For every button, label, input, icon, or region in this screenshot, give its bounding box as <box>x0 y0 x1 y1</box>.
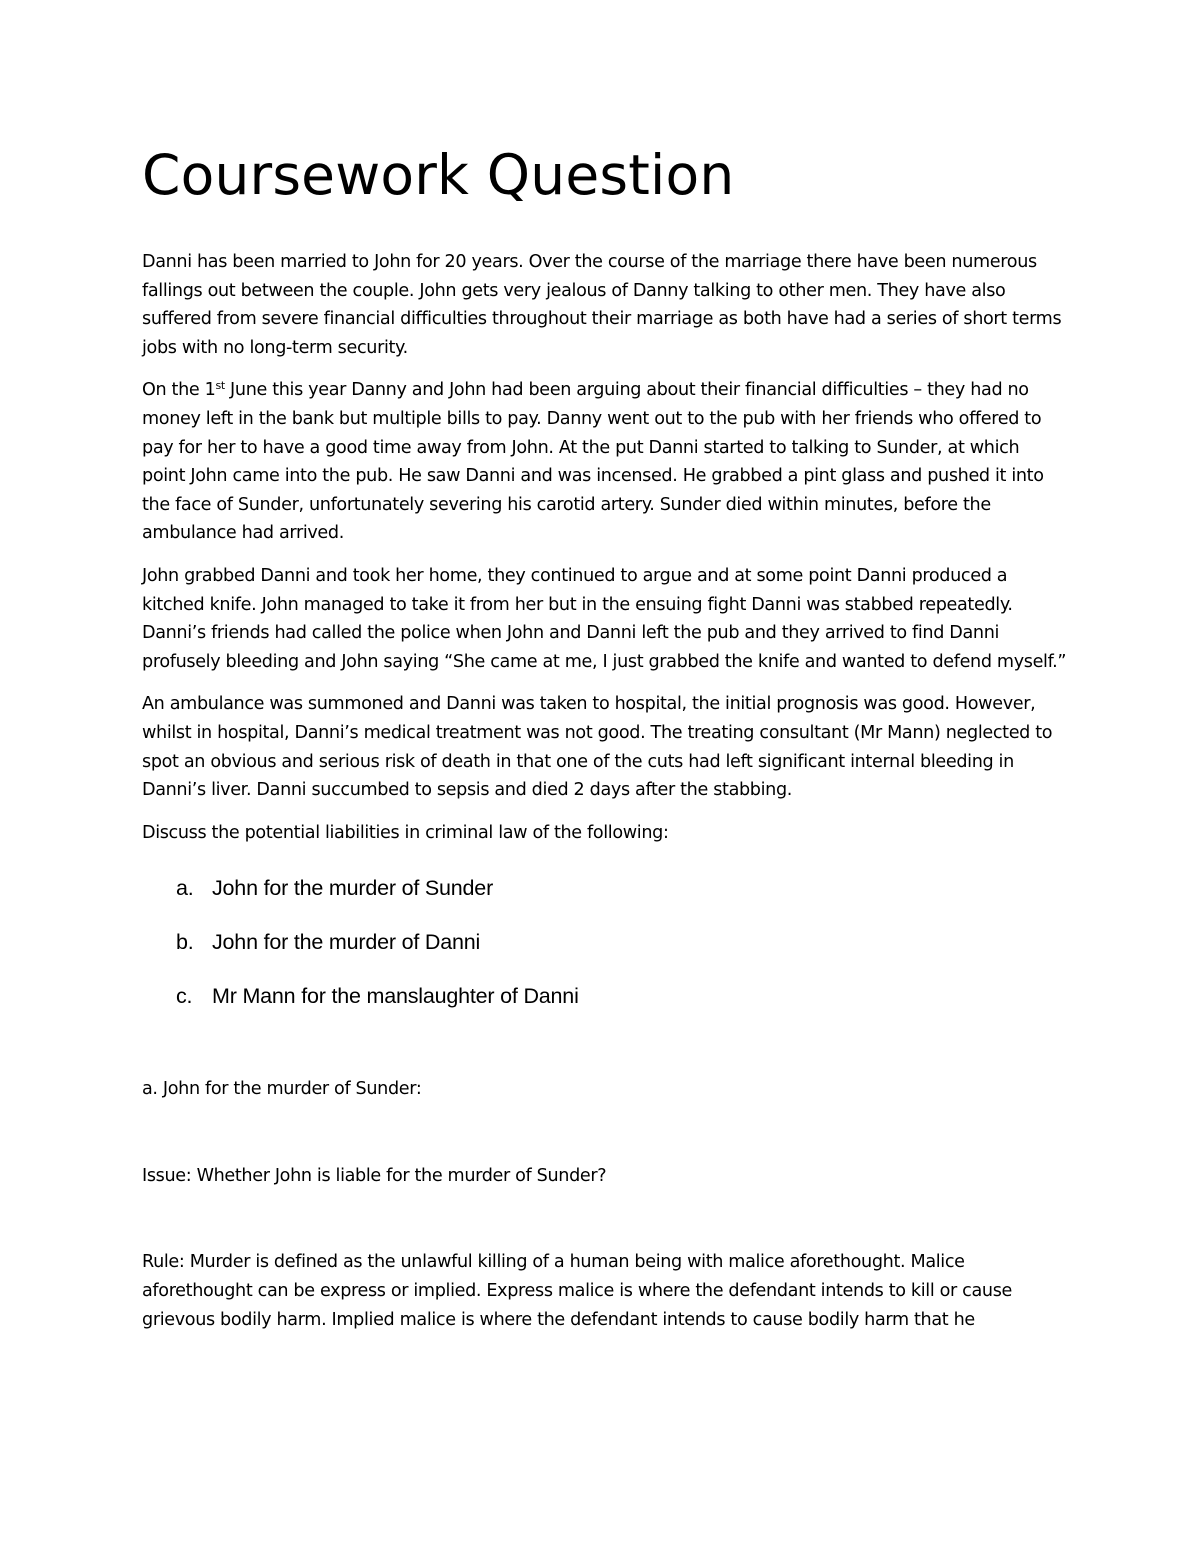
issue-text: Issue: Whether John is liable for the murder of Sunder? <box>142 1165 607 1186</box>
answer-heading: a. John for the murder of Sunder: <box>142 1079 422 1100</box>
paragraph-pub-incident-rest: June this year Danny and John had been arguing about their financial difficulties – they had no money left in the bank but multiple bills to pay. Danny went out to the pub with her friends who offered to pay for her to have a good time away from John. At the put Danni started to talking to Sunder, at which point John came into the pub. He saw Danni and was incensed. He grabbed a pint glass and pushed it into the face of Sunder, unfortunately severing his carotid artery. Sunder died within minutes, before the ambulance had arrived. <box>142 380 1044 544</box>
document-body <box>142 248 1067 1348</box>
ordinal-suffix: st <box>215 379 225 393</box>
list-item <box>142 915 1067 969</box>
paragraph-background: Danni has been married to John for 20 years. Over the course of the marriage there have been numerous fallings out between the couple. John gets very jealous of Danny talking to other men. They have also suffered from severe financial difficulties throughout their marriage as both have had a series of short terms jobs with no long-term security. <box>142 252 1062 358</box>
paragraph-hospital: An ambulance was summoned and Danni was taken to hospital, the initial prognosis was good. However, whilst in hospital, Danni’s medical treatment was not good. The treating consultant (Mr Mann) neglected to spot an obvious and serious risk of death in that one of the cuts had left significant internal bleeding in Danni’s liver. Danni succumbed to sepsis and died 2 days after the stabbing. <box>142 694 1053 801</box>
question-list <box>142 861 1067 1023</box>
instruction-text: Discuss the potential liabilities in criminal law of the following: <box>142 822 669 843</box>
list-marker: a. <box>176 876 194 901</box>
paragraph-pub-incident-start: On the 1 <box>142 380 216 401</box>
list-item <box>142 861 1067 915</box>
list-item <box>142 969 1067 1023</box>
list-marker: b. <box>176 930 194 955</box>
list-item-text: Mr Mann for the manslaughter of Danni <box>212 984 579 1009</box>
rule-text: Rule: Murder is defined as the unlawful killing of a human being with malice aforethought. Malice aforethought can be express or implied. Express malice is where the defendant intends to kill or cause grievous bodily harm. Implied malice is where the defendant intends to cause bodily harm that he <box>142 1252 1012 1330</box>
paragraph-pub-incident <box>142 376 1067 548</box>
list-item-text: John for the murder of Sunder <box>212 876 494 901</box>
list-marker: c. <box>176 984 193 1009</box>
document-title: Coursework Question <box>142 143 735 207</box>
paragraph-home-incident: John grabbed Danni and took her home, they continued to argue and at some point Danni produced a kitched knife. John managed to take it from her but in the ensuing fight Danni was stabbed repeatedly. Danni’s friends had called the police when John and Danni left the pub and they arrived to find Danni profusely bleeding and John saying “She came at me, I just grabbed the knife and wanted to defend myself.” <box>142 565 1067 672</box>
list-item-text: John for the murder of Danni <box>212 930 481 955</box>
